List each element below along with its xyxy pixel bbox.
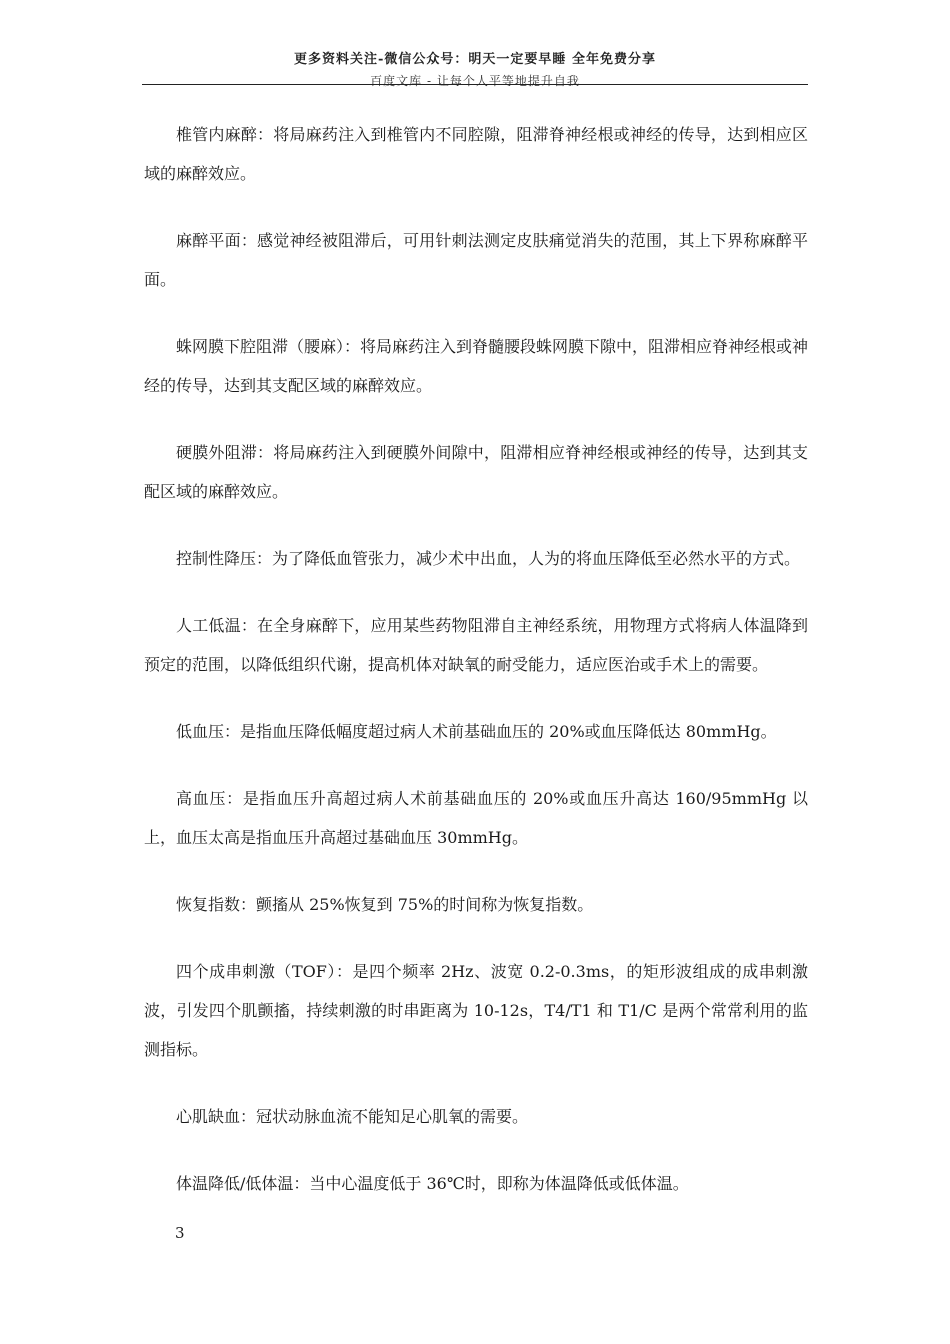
paragraph-artificial-hypothermia: 人工低温：在全身麻醉下，应用某些药物阻滞自主神经系统，用物理方式将病人体温降到预定的范围，以降低组织代谢，提高机体对缺氧的耐受能力，适应医治或手术上的需要。 <box>144 616 808 674</box>
header-subtitle: 百度文库 - 让每个人平等地提升自我 <box>370 74 580 88</box>
header-divider <box>142 84 808 85</box>
header-promo-text: 更多资料关注-微信公众号：明天一定要早睡 全年免费分享 <box>294 52 656 67</box>
document-body <box>144 115 808 1231</box>
paragraph-hypotension: 低血压：是指血压降低幅度超过病人术前基础血压的 20%或血压降低达 80mmHg。 <box>176 722 777 741</box>
paragraph-epidural-block: 硬膜外阻滞：将局麻药注入到硬膜外间隙中，阻滞相应脊神经根或神经的传导，达到其支配区域的麻醉效应。 <box>144 443 808 501</box>
paragraph-epidural-spinal-anesthesia: 椎管内麻醉：将局麻药注入到椎管内不同腔隙，阻滞脊神经根或神经的传导，达到相应区域的麻醉效应。 <box>144 125 808 183</box>
paragraph-train-of-four: 四个成串刺激（TOF）：是四个频率 2Hz、波宽 0.2-0.3ms，的矩形波组成的成串刺激波，引发四个肌颤搐，持续刺激的时串距离为 10-12s，T4/T1 和 T1/C 是两个常常利用的监测指标。 <box>144 962 808 1059</box>
paragraph-hypertension: 高血压：是指血压升高超过病人术前基础血压的 20%或血压升高达 160/95mmHg 以上，血压太高是指血压升高超过基础血压 30mmHg。 <box>144 789 808 847</box>
paragraph-recovery-index: 恢复指数：颤搐从 25%恢复到 75%的时间称为恢复指数。 <box>176 895 594 914</box>
paragraph-subarachnoid-block: 蛛网膜下腔阻滞（腰麻）：将局麻药注入到脊髓腰段蛛网膜下隙中，阻滞相应脊神经根或神经的传导，达到其支配区域的麻醉效应。 <box>144 337 809 395</box>
paragraph-hypothermia: 体温降低/低体温：当中心温度低于 36℃时，即称为体温降低或低体温。 <box>176 1174 689 1193</box>
page-number: 3 <box>175 1224 185 1242</box>
paragraph-myocardial-ischemia: 心肌缺血：冠状动脉血流不能知足心肌氧的需要。 <box>176 1107 529 1126</box>
paragraph-controlled-hypotension: 控制性降压：为了降低血管张力，减少术中出血，人为的将血压降低至必然水平的方式。 <box>176 549 801 568</box>
paragraph-anesthesia-level: 麻醉平面：感觉神经被阻滞后，可用针刺法测定皮肤痛觉消失的范围，其上下界称麻醉平面。 <box>144 231 808 289</box>
